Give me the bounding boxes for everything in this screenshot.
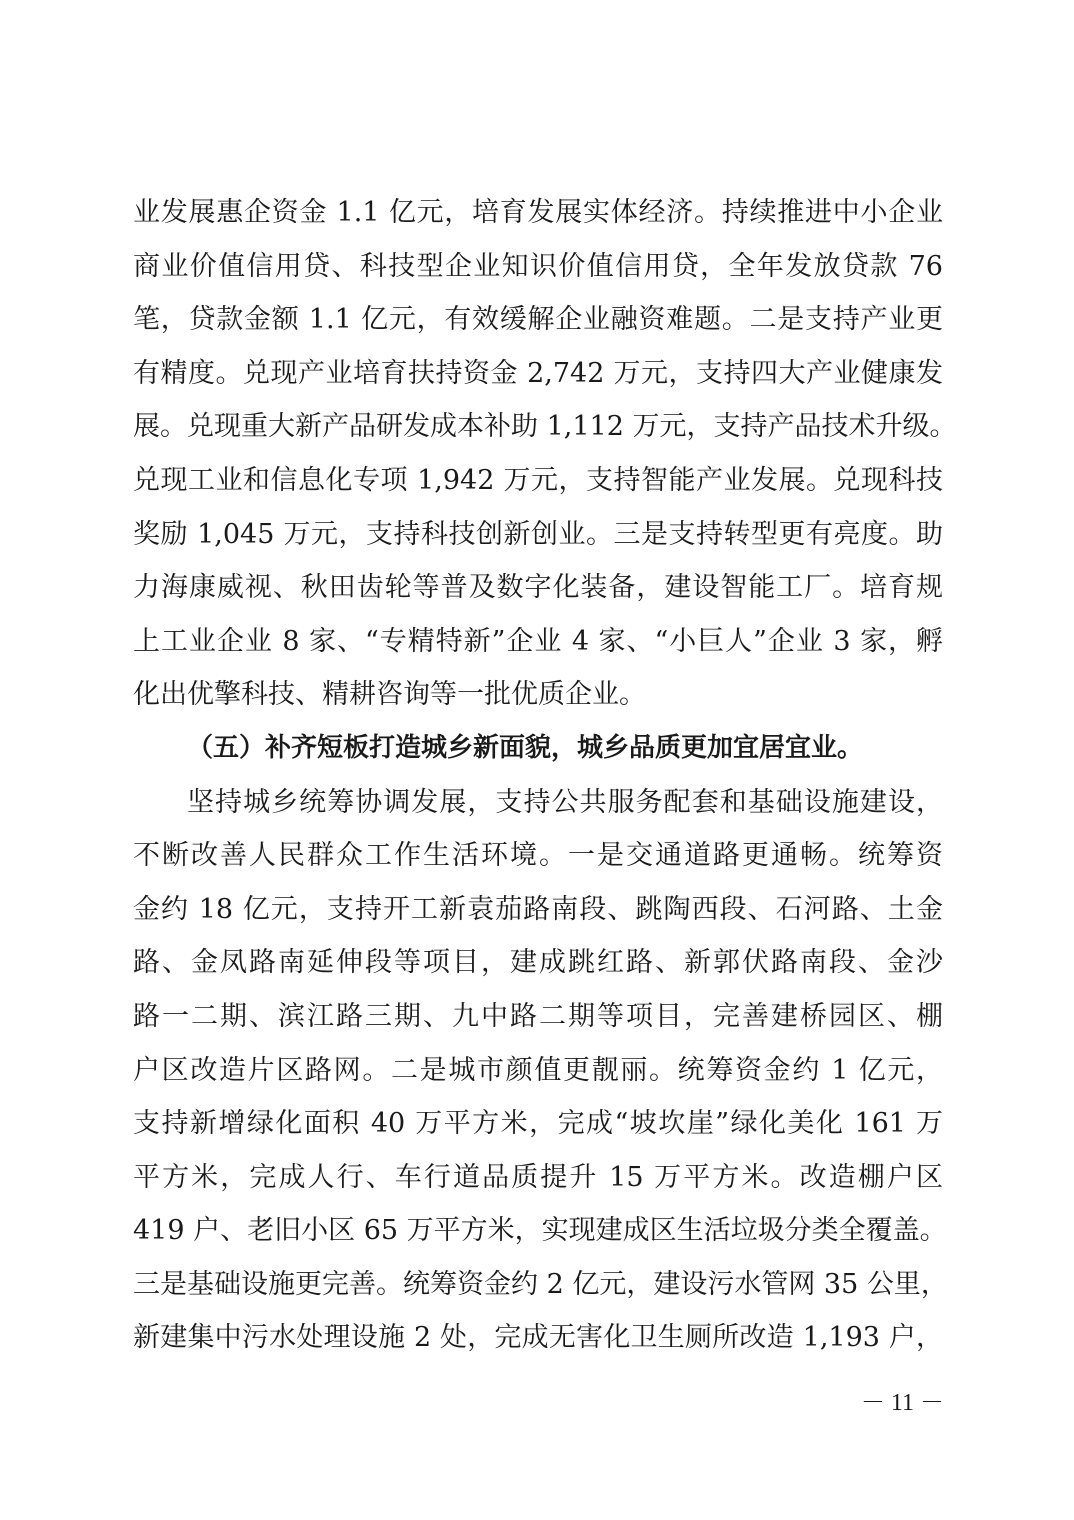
text-line: 奖励 1,045 万元，支持科技创新创业。三是支持转型更有亮度。助 — [133, 518, 943, 550]
text-line: 三是基础设施更完善。统筹资金约 2 亿元，建设污水管网 35 公里， — [133, 1268, 948, 1300]
text-line: 不断改善人民群众工作生活环境。一是交通道路更通畅。统筹资 — [133, 840, 943, 872]
text-line: 兑现工业和信息化专项 1,942 万元，支持智能产业发展。兑现科技 — [133, 464, 943, 496]
text-line: 展。兑现重大新产品研发成本补助 1,112 万元，支持产品技术升级。 — [133, 411, 957, 443]
text-line: 新建集中污水处理设施 2 处，完成无害化卫生厕所改造 1,193 户， — [133, 1322, 943, 1354]
section-heading: （五）补齐短板打造城乡新面貌，城乡品质更加宜居宜业。 — [187, 732, 864, 763]
text-line: 支持新增绿化面积 40 万平方米，完成“坡坎崖”绿化美化 161 万 — [133, 1108, 943, 1140]
page-number: － 11 － — [860, 1390, 944, 1416]
text-line: 419 户、老旧小区 65 万平方米，实现建成区生活垃圾分类全覆盖。 — [133, 1215, 947, 1247]
text-line: 力海康威视、秋田齿轮等普及数字化装备，建设智能工厂。培育规 — [133, 572, 943, 604]
text-line: 户区改造片区路网。二是城市颜值更靓丽。统筹资金约 1 亿元， — [133, 1054, 943, 1086]
text-line: 化出优擎科技、精耕咨询等一批优质企业。 — [133, 679, 646, 711]
text-line: 平方米，完成人行、车行道品质提升 15 万平方米。改造棚户区 — [133, 1161, 943, 1193]
text-line: 金约 18 亿元，支持开工新袁茄路南段、跳陶西段、石河路、土金 — [133, 893, 943, 925]
text-line: 路一二期、滨江路三期、九中路二期等项目，完善建桥园区、棚 — [133, 1000, 943, 1032]
text-line: 坚持城乡统筹协调发展，支持公共服务配套和基础设施建设， — [187, 786, 943, 818]
text-line: 业发展惠企资金 1.1 亿元，培育发展实体经济。持续推进中小企业 — [133, 197, 943, 228]
text-line: 商业价值信用贷、科技型企业知识价值信用贷，全年发放贷款 76 — [133, 250, 943, 282]
text-line: 路、金凤路南延伸段等项目，建成跳红路、新郭伏路南段、金沙 — [133, 947, 943, 979]
text-line: 上工业企业 8 家、“专精特新”企业 4 家、“小巨人”企业 3 家，孵 — [133, 625, 943, 657]
text-line: 有精度。兑现产业培育扶持资金 2,742 万元，支持四大产业健康发 — [133, 357, 943, 389]
paragraph-1 — [133, 186, 957, 1365]
text-line: 笔，贷款金额 1.1 亿元，有效缓解企业融资难题。二是支持产业更 — [133, 304, 943, 336]
